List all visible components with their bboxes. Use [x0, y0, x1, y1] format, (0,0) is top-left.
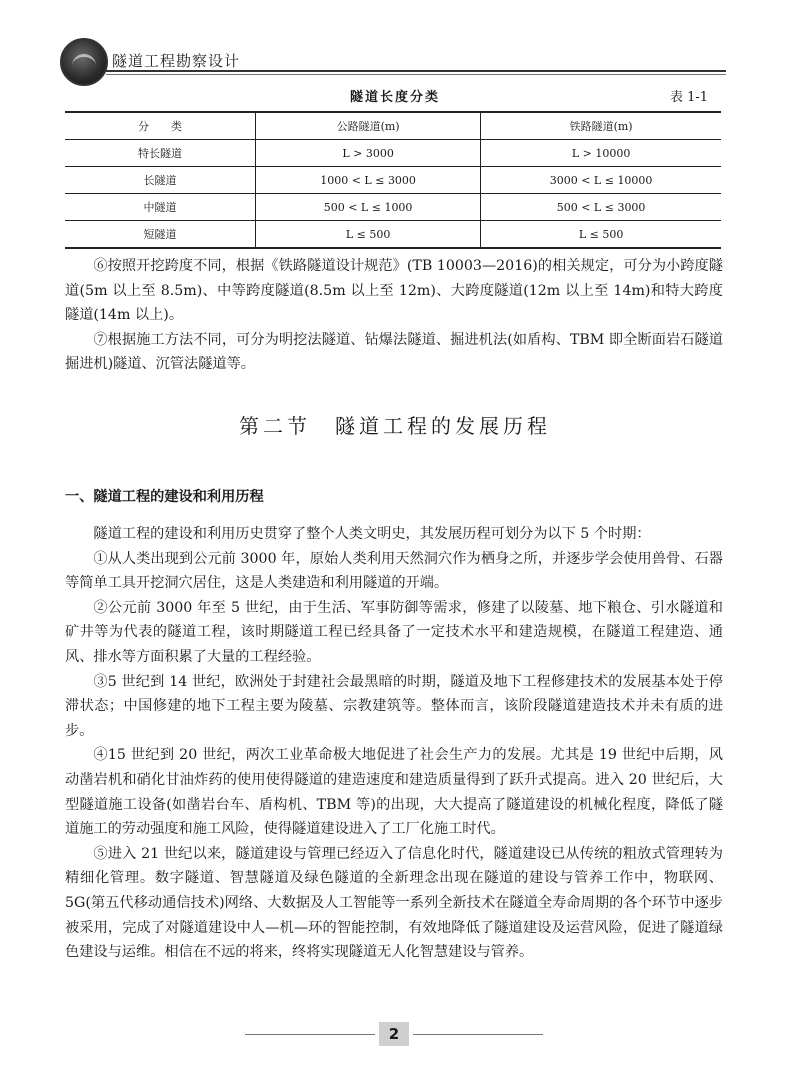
- table-cell: 长隧道: [65, 167, 256, 194]
- paragraph: ③5 世纪到 14 世纪，欧洲处于封建社会最黑暗的时期，隧道及地下工程修建技术的发展基本处于停滞状态；中国修建的地下工程主要为陵墓、宗教建筑等。整体而言，该阶段隧道建造技术并未有质的进步。: [65, 673, 723, 739]
- table-cell: 特长隧道: [65, 140, 256, 167]
- table-cell: 500 < L ≤ 1000: [256, 194, 481, 221]
- table-cell: L ≤ 500: [481, 221, 721, 249]
- header-rule-thin: [106, 74, 726, 75]
- table-header-cell: 铁路隧道(m): [481, 112, 721, 140]
- paragraph: 隧道工程的建设和利用历史贯穿了整个人类文明史，其发展历程可划分为以下 5 个时期：: [93, 526, 651, 542]
- paragraph: ⑤进入 21 世纪以来，隧道建设与管理已经迈入了信息化时代，隧道建设已从传统的粗放式管理转为精细化管理。数字隧道、智慧隧道及绿色隧道的全新理念出现在隧道的建设与管养工作中，物联网、5G(第五代移动通信技术)网络、大数据及人工智能等一系列全新技术在隧道全寿命周期的各个环节中逐步被采用，完成了对隧道建设中人—机—环的智能控制，有效地降低了隧道建设及运营风险，促进了隧道绿色建设与运维。相信在不远的将来，终将实现隧道无人化智慧建设与管养。: [65, 845, 723, 961]
- table-number: 表 1-1: [670, 90, 709, 105]
- header-rule: [106, 70, 726, 72]
- paragraph: ④15 世纪到 20 世纪，两次工业革命极大地促进了社会生产力的发展。尤其是 19 世纪中后期，风动凿岩机和硝化甘油炸药的使用使得隧道的建造速度和建造质量得到了跃升式提高。进入 20 世纪后，大型隧道施工设备(如凿岩台车、盾构机、TBM 等)的出现，大大提高了隧道建设的机械化程度，降低了隧道施工的劳动强度和施工风险，使得隧道建设进入了工厂化施工时代。: [65, 747, 723, 838]
- table-header-cell: 公路隧道(m): [256, 112, 481, 140]
- table-row: [65, 167, 721, 194]
- page-number: 2: [379, 1022, 409, 1046]
- paragraph: ①从人类出现到公元前 3000 年，原始人类利用天然洞穴作为栖身之所，并逐步学会使用兽骨、石器等简单工具开挖洞穴居住，这是人类建造和利用隧道的开端。: [65, 550, 723, 592]
- page-header: [0, 0, 790, 76]
- subheading: 一、隧道工程的建设和利用历程: [65, 489, 264, 505]
- table-header-row: [65, 112, 721, 140]
- table-row: [65, 140, 721, 167]
- table-cell: 中隧道: [65, 194, 256, 221]
- book-logo-icon: [60, 38, 108, 86]
- table-cell: L > 10000: [481, 140, 721, 167]
- table-cell: 3000 < L ≤ 10000: [481, 167, 721, 194]
- table-row: [65, 194, 721, 221]
- table-cell: 1000 < L ≤ 3000: [256, 167, 481, 194]
- top-paragraphs: [65, 254, 723, 377]
- table-cell: L > 3000: [256, 140, 481, 167]
- running-title: 隧道工程勘察设计: [112, 52, 241, 70]
- paragraph: ②公元前 3000 年至 5 世纪，由于生活、军事防御等需求，修建了以陵墓、地下粮仓、引水隧道和矿井等为代表的隧道工程，该时期隧道工程已经具备了一定技术水平和建造规模，在隧道工程建造、通风、排水等方面积累了大量的工程经验。: [65, 599, 723, 665]
- paragraph: ⑥按照开挖跨度不同，根据《铁路隧道设计规范》(TB 10003—2016)的相关规定，可分为小跨度隧道(5m 以上至 8.5m)、中等跨度隧道(8.5m 以上至 12m)、大跨度隧道(12m 以上至 14m)和特大跨度隧道(14m 以上)。: [65, 258, 723, 324]
- table-caption: 隧道长度分类: [349, 90, 440, 105]
- paragraph: ⑦根据施工方法不同，可分为明挖法隧道、钻爆法隧道、掘进机法(如盾构、TBM 即全断面岩石隧道掘进机)隧道、沉管法隧道等。: [65, 331, 723, 373]
- table-cell: 短隧道: [65, 221, 256, 249]
- table-header-cell: 分 类: [65, 112, 256, 140]
- table-row: [65, 221, 721, 249]
- table-cell: 500 < L ≤ 3000: [481, 194, 721, 221]
- main-paragraphs: [65, 522, 723, 965]
- section-title: 第二节 隧道工程的发展历程: [239, 414, 551, 438]
- footer-rule: [413, 1034, 543, 1035]
- table-cell: L ≤ 500: [256, 221, 481, 249]
- footer-rule: [245, 1034, 375, 1035]
- tunnel-length-table: [65, 111, 721, 249]
